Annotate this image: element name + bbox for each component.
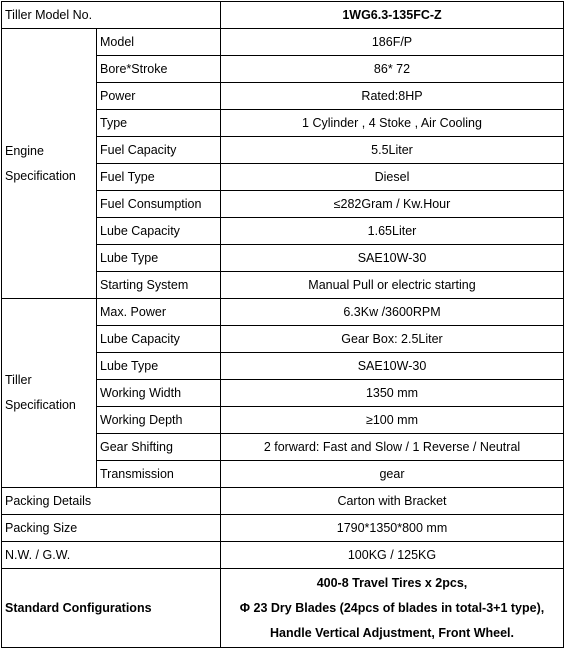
spec-label: Fuel Consumption — [97, 191, 221, 218]
packing-details-label: Packing Details — [2, 488, 221, 515]
spec-label: Transmission — [97, 461, 221, 488]
packing-details-row — [2, 488, 564, 515]
spec-value: ≥100 mm — [221, 407, 564, 434]
spec-label: Model — [97, 29, 221, 56]
spec-value: Manual Pull or electric starting — [221, 272, 564, 299]
table-row — [2, 29, 564, 56]
spec-label: Working Depth — [97, 407, 221, 434]
packing-size-row — [2, 515, 564, 542]
spec-label: Lube Type — [97, 353, 221, 380]
spec-value: SAE10W-30 — [221, 353, 564, 380]
standard-config-value — [221, 569, 564, 648]
spec-label: Power — [97, 83, 221, 110]
spec-label: Starting System — [97, 272, 221, 299]
spec-value: SAE10W-30 — [221, 245, 564, 272]
engine-spec-group-label: Engine Specification — [2, 29, 97, 299]
weight-row — [2, 542, 564, 569]
spec-label: Bore*Stroke — [97, 56, 221, 83]
model-number-value: 1WG6.3-135FC-Z — [221, 2, 564, 29]
spec-label: Max. Power — [97, 299, 221, 326]
spec-value: Diesel — [221, 164, 564, 191]
spec-value: 186F/P — [221, 29, 564, 56]
spec-label: Lube Capacity — [97, 326, 221, 353]
spec-label: Working Width — [97, 380, 221, 407]
standard-config-line: Φ 23 Dry Blades (24pcs of blades in total-3+1 type), — [239, 600, 545, 615]
standard-config-label: Standard Configurations — [2, 569, 221, 648]
spec-table — [1, 1, 564, 648]
spec-value: 1.65Liter — [221, 218, 564, 245]
spec-value: 6.3Kw /3600RPM — [221, 299, 564, 326]
spec-value: 2 forward: Fast and Slow / 1 Reverse / Neutral — [221, 434, 564, 461]
tiller-spec-group-label: Tiller Specification — [2, 299, 97, 488]
spec-value: Rated:8HP — [221, 83, 564, 110]
spec-label: Fuel Capacity — [97, 137, 221, 164]
standard-config-line: Handle Vertical Adjustment, Front Wheel. — [269, 625, 515, 640]
weight-label: N.W. / G.W. — [2, 542, 221, 569]
spec-value: 1350 mm — [221, 380, 564, 407]
spec-label: Fuel Type — [97, 164, 221, 191]
standard-config-line: 400-8 Travel Tires x 2pcs, — [316, 575, 468, 590]
packing-details-value: Carton with Bracket — [221, 488, 564, 515]
standard-config-row — [2, 569, 564, 648]
spec-label: Type — [97, 110, 221, 137]
packing-size-value: 1790*1350*800 mm — [221, 515, 564, 542]
spec-label: Gear Shifting — [97, 434, 221, 461]
packing-size-label: Packing Size — [2, 515, 221, 542]
spec-value: 5.5Liter — [221, 137, 564, 164]
spec-value: ≤282Gram / Kw.Hour — [221, 191, 564, 218]
table-row — [2, 299, 564, 326]
spec-value: 86* 72 — [221, 56, 564, 83]
spec-value: 1 Cylinder , 4 Stoke , Air Cooling — [221, 110, 564, 137]
model-number-label: Tiller Model No. — [2, 2, 221, 29]
spec-label: Lube Type — [97, 245, 221, 272]
spec-value: Gear Box: 2.5Liter — [221, 326, 564, 353]
spec-label: Lube Capacity — [97, 218, 221, 245]
weight-value: 100KG / 125KG — [221, 542, 564, 569]
model-number-row — [2, 2, 564, 29]
spec-value: gear — [221, 461, 564, 488]
